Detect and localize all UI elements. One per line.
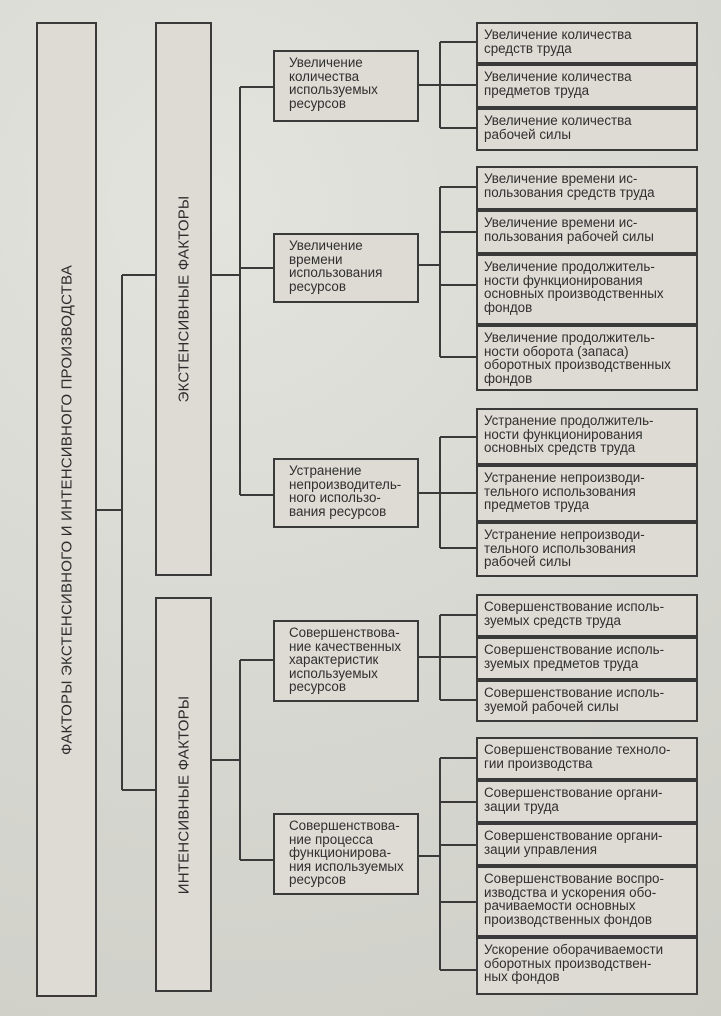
item-box	[476, 637, 698, 680]
item-box	[476, 166, 698, 210]
item-label: Увеличение количества средств труда	[484, 27, 632, 56]
item-label: Совершенствование исполь- зуемых предметов труда	[484, 642, 665, 671]
item-label: Увеличение количества рабочей силы	[484, 113, 632, 142]
item-box	[476, 522, 698, 577]
item-label: Увеличение времени ис- пользования рабочей силы	[484, 215, 654, 244]
item-box	[476, 64, 698, 108]
item-label: Увеличение продолжитель- ности функционирования основных производственных фондов	[484, 259, 664, 315]
item-box	[476, 325, 698, 391]
item-box	[476, 823, 698, 866]
item-box	[476, 780, 698, 823]
item-label: Увеличение количества предметов труда	[484, 69, 632, 98]
item-label: Ускорение оборачиваемости оборотных производствен- ных фондов	[484, 942, 664, 985]
group-box-extensive	[155, 22, 212, 576]
subgroup-box	[273, 233, 419, 303]
item-box	[476, 594, 698, 637]
item-label: Устранение продолжитель- ности функционирования основных средств труда	[484, 413, 654, 456]
subgroup-box	[273, 620, 419, 702]
item-box	[476, 866, 698, 937]
subgroup-label: Устранение непроизводитель- ного использо- вания ресурсов	[289, 463, 402, 519]
root-box	[36, 22, 97, 997]
subgroup-label: Увеличение времени использования ресурсов	[289, 238, 383, 294]
group-box-intensive	[155, 597, 212, 992]
item-box	[476, 937, 698, 995]
item-box	[476, 210, 698, 254]
subgroup-box	[273, 458, 419, 528]
item-label: Совершенствование органи- зации управления	[484, 828, 663, 857]
subgroup-box	[273, 50, 419, 122]
subgroup-label: Увеличение количества используемых ресурсов	[289, 55, 378, 111]
subgroup-box	[273, 813, 419, 895]
subgroup-label: Совершенствова- ние процесса функционирова- ния используемых ресурсов	[289, 818, 404, 888]
item-label: Совершенствование органи- зации труда	[484, 785, 663, 814]
root-label: ФАКТОРЫ ЭКСТЕНСИВНОГО И ИНТЕНСИВНОГО ПРОИЗВОДСТВА	[58, 264, 75, 755]
item-label: Устранение непроизводи- тельного использования рабочей силы	[484, 527, 645, 570]
item-box	[476, 465, 698, 522]
item-label: Совершенствование исполь- зуемых средств труда	[484, 599, 665, 628]
item-box	[476, 737, 698, 780]
item-box	[476, 108, 698, 151]
item-box	[476, 254, 698, 325]
item-box	[476, 408, 698, 465]
item-label: Совершенствование техноло- гии производства	[484, 742, 671, 771]
item-box	[476, 22, 698, 64]
group-label-extensive: ЭКСТЕНСИВНЫЕ ФАКТОРЫ	[175, 195, 192, 403]
subgroup-label: Совершенствова- ние качественных характеристик используемых ресурсов	[289, 625, 402, 695]
item-label: Устранение непроизводи- тельного использования предметов труда	[484, 470, 645, 513]
group-label-intensive: ИНТЕНСИВНЫЕ ФАКТОРЫ	[175, 695, 192, 894]
item-label: Увеличение времени ис- пользования средств труда	[484, 171, 655, 200]
item-box	[476, 680, 698, 722]
item-label: Совершенствование воспро- изводства и ускорения обо- рачиваемости основных производственных фондов	[484, 871, 664, 927]
item-label: Совершенствование исполь- зуемой рабочей силы	[484, 685, 665, 714]
item-label: Увеличение продолжитель- ности оборота (запаса) оборотных производственных фондов	[484, 330, 671, 386]
